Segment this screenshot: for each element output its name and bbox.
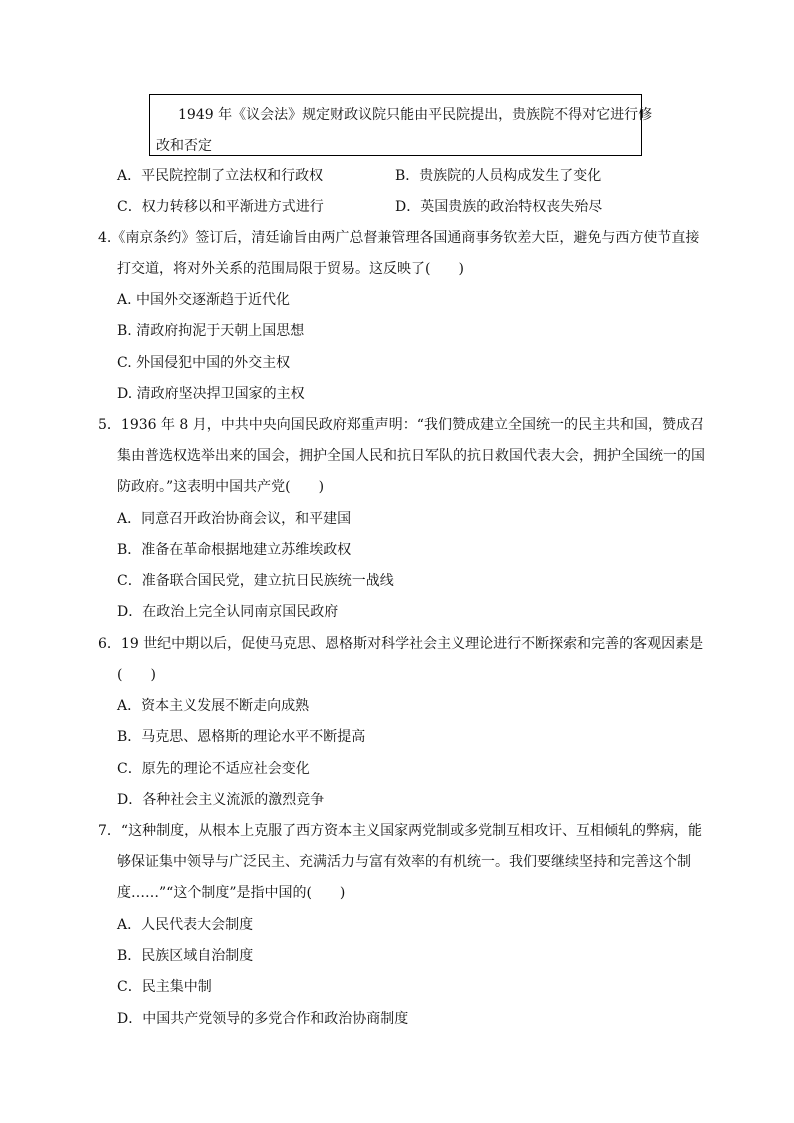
q3-option-d: D．英国贵族的政治特权丧失殆尽 — [395, 199, 603, 215]
q7-stem-cont: 够保证集中领导与广泛民主、充满活力与富有效率的有机统一。我们要继续坚持和完善这个制 — [117, 854, 691, 870]
q5-stem-cont: 集由普选权选举出来的国会，拥护全国人民和抗日军队的抗日救国代表大会，拥护全国统一的国 — [117, 448, 705, 464]
q4-option-c: C. 外国侵犯中国的外交主权 — [117, 355, 291, 371]
q6-option-c: C．原先的理论不适应社会变化 — [117, 761, 310, 777]
quote-box — [149, 94, 653, 156]
q6-option-a: A．资本主义发展不断走向成熟 — [117, 698, 310, 714]
q4-stem: 4.《南京条约》签订后，清廷谕旨由两广总督兼管理各国通商事务钦差大臣，避免与西方使节直接 — [98, 230, 700, 246]
q4-option-d: D. 清政府坚决捍卫国家的主权 — [117, 386, 305, 402]
q5-option-a: A．同意召开政治协商会议，和平建国 — [117, 511, 352, 527]
q7-option-b: B．民族区域自治制度 — [117, 948, 254, 964]
q5-stem-cont: 防政府。”这表明中国共产党( ) — [117, 479, 325, 495]
q7-option-c: C．民主集中制 — [117, 979, 212, 995]
q5-option-c: C．准备联合国民党，建立抗日民族统一战线 — [117, 573, 394, 589]
q3-option-c: C．权力转移以和平渐进方式进行 — [117, 199, 324, 215]
q6-stem-cont: ( ) — [117, 667, 156, 683]
q6-option-d: D．各种社会主义流派的激烈竞争 — [117, 792, 325, 808]
q4-stem-cont: 打交道，将对外关系的范围局限于贸易。这反映了( ) — [117, 261, 464, 277]
q6-option-b: B．马克思、恩格斯的理论水平不断提高 — [117, 729, 366, 745]
quote-text-line: 改和否定 — [156, 138, 212, 154]
q6-stem: 6．19 世纪中期以后，促使马克思、恩格斯对科学社会主义理论进行不断探索和完善的客观因素是 — [98, 636, 704, 652]
q7-stem: 7．“这种制度，从根本上克服了西方资本主义国家两党制或多党制互相攻讦、互相倾轧的弊病，能 — [98, 823, 703, 839]
q7-stem-cont: 度……”“这个制度”是指中国的( ) — [117, 885, 346, 901]
q7-option-a: A．人民代表大会制度 — [117, 917, 254, 933]
quote-text-line: 1949 年《议会法》规定财政议院只能由平民院提出，贵族院不得对它进行修 — [178, 107, 653, 123]
q7-option-d: D．中国共产党领导的多党合作和政治协商制度 — [117, 1011, 409, 1027]
q3-option-a: A．平民院控制了立法权和行政权 — [117, 168, 324, 184]
q5-option-b: B．准备在革命根据地建立苏维埃政权 — [117, 542, 352, 558]
q3-option-b: B．贵族院的人员构成发生了变化 — [395, 168, 602, 184]
q4-option-a: A. 中国外交逐渐趋于近代化 — [117, 292, 291, 308]
q4-option-b: B. 清政府拘泥于天朝上国思想 — [117, 323, 305, 339]
q5-option-d: D．在政治上完全认同南京国民政府 — [117, 604, 339, 620]
q5-stem: 5．1936 年 8 月，中共中央向国民政府郑重声明：“我们赞成建立全国统一的民主共和国，赞成召 — [98, 417, 704, 433]
